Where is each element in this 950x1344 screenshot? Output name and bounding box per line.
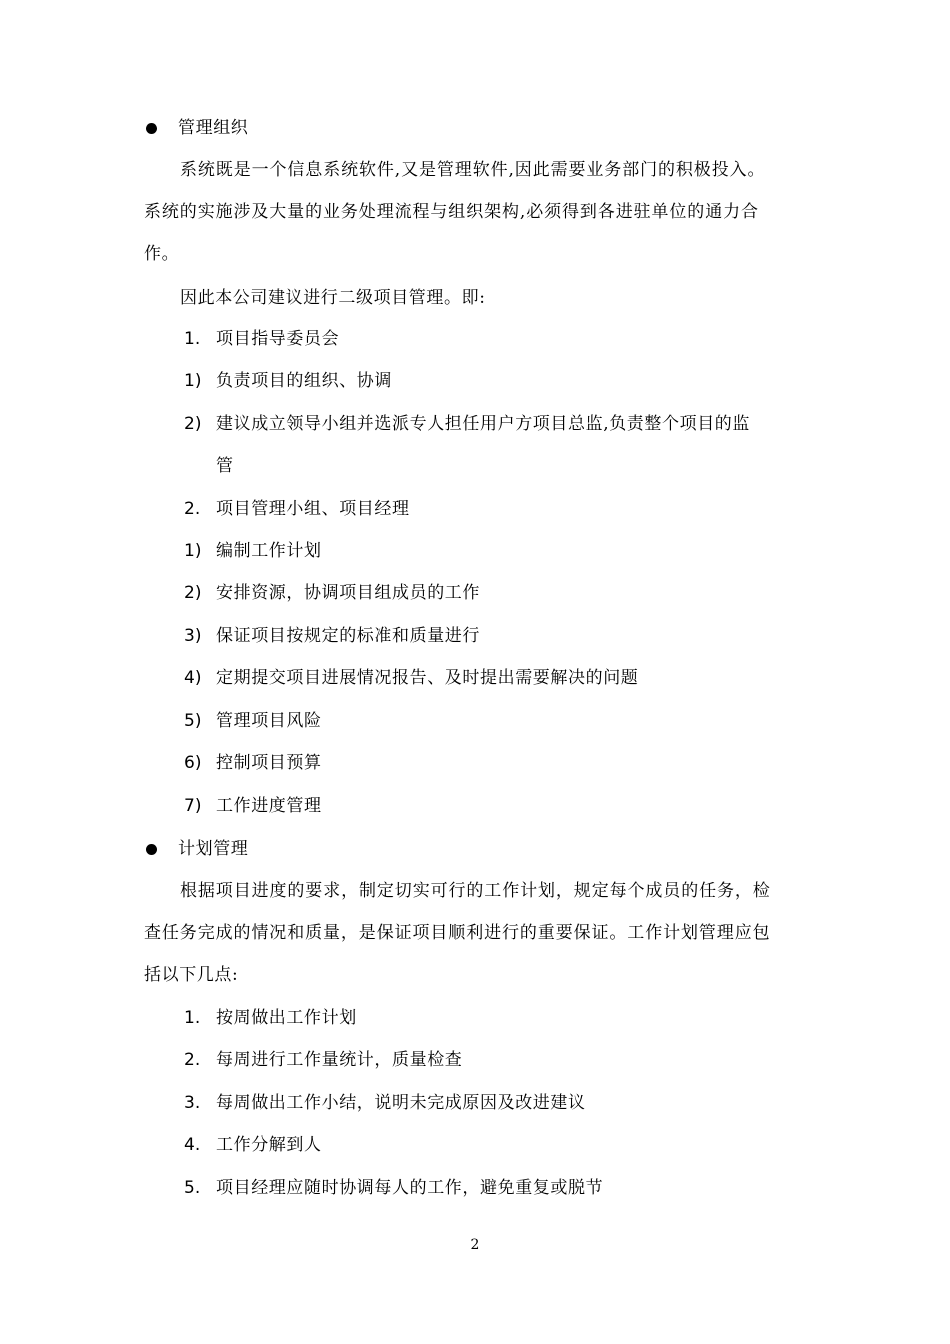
list-number: 2. [184,1050,201,1070]
list-number: 6) [184,753,202,773]
list-number: 1. [184,1008,201,1028]
list-item: 定期提交项目进展情况报告、及时提出需要解决的问题 [216,668,639,688]
list-title: 项目指导委员会 [216,329,340,349]
list-number: 7) [184,796,202,816]
list-item: 管理项目风险 [216,711,322,731]
list-item: 项目经理应随时协调每人的工作，避免重复或脱节 [216,1178,604,1198]
list-item: 安排资源，协调项目组成员的工作 [216,583,480,603]
list-number: 2) [184,414,202,434]
paragraph-line: 系统的实施涉及大量的业务处理流程与组织架构,必须得到各进驻单位的通力合 [144,202,759,222]
paragraph-line: 作。 [144,244,180,264]
list-number: 5) [184,711,202,731]
list-item: 编制工作计划 [216,541,322,561]
list-item-continuation: 管 [216,456,234,476]
bullet-icon [146,123,157,134]
list-number: 1) [184,541,202,561]
list-number: 2. [184,499,201,519]
list-number: 5. [184,1178,201,1198]
list-item: 每周进行工作量统计，质量检查 [216,1050,463,1070]
paragraph-line: 查任务完成的情况和质量，是保证项目顺利进行的重要保证。工作计划管理应包 [144,923,771,943]
list-number: 2) [184,583,202,603]
list-number: 1) [184,371,202,391]
list-item: 建议成立领导小组并选派专人担任用户方项目总监,负责整个项目的监 [216,414,751,434]
list-item: 工作进度管理 [216,796,322,816]
paragraph-line: 因此本公司建议进行二级项目管理。即: [180,288,486,308]
list-item: 工作分解到人 [216,1135,322,1155]
paragraph-line: 根据项目进度的要求，制定切实可行的工作计划，规定每个成员的任务，检 [180,881,771,901]
paragraph-line: 系统既是一个信息系统软件,又是管理软件,因此需要业务部门的积极投入。 [180,160,766,180]
list-number: 3) [184,626,202,646]
list-item: 按周做出工作计划 [216,1008,357,1028]
list-item: 保证项目按规定的标准和质量进行 [216,626,480,646]
list-number: 1. [184,329,201,349]
section-heading-management-org: 管理组织 [178,118,249,138]
list-item: 每周做出工作小结，说明未完成原因及改进建议 [216,1093,586,1113]
list-title: 项目管理小组、项目经理 [216,499,410,519]
bullet-icon [146,844,157,855]
list-number: 4. [184,1135,201,1155]
page-number: 2 [470,1237,480,1253]
list-number: 4) [184,668,202,688]
section-heading-plan-management: 计划管理 [178,839,249,859]
list-number: 3. [184,1093,201,1113]
list-item: 负责项目的组织、协调 [216,371,392,391]
paragraph-line: 括以下几点: [144,965,239,985]
list-item: 控制项目预算 [216,753,322,773]
